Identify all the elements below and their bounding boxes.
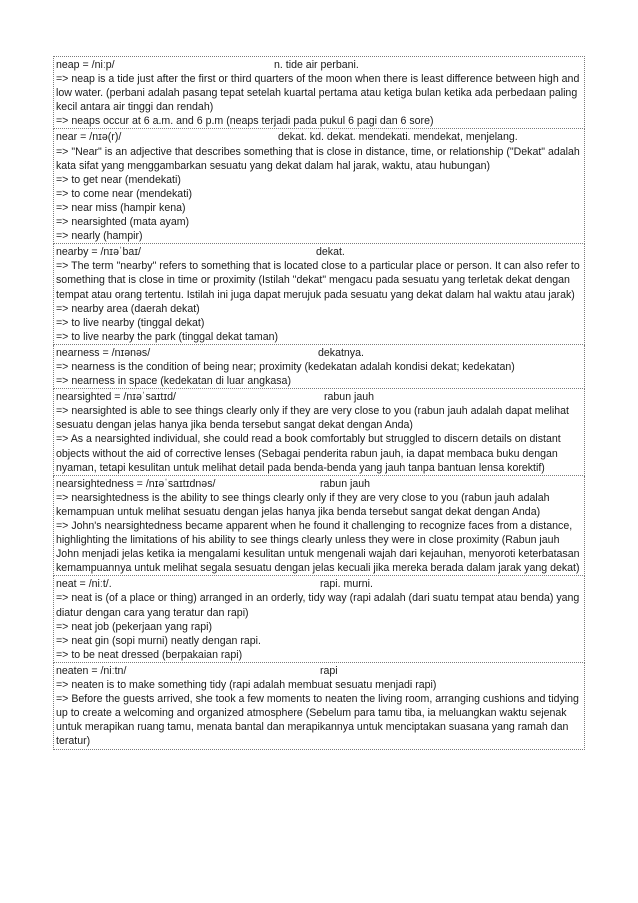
entry-header [56,664,583,678]
entry-header [56,577,583,591]
entry-term: neap = /niːp/ [56,59,115,71]
entry-line: => neat is (of a place or thing) arranged in an orderly, tidy way (rapi adalah (dari suatu tempat atau benda) yang diatur dengan cara yang teratur dan rapi) [56,592,580,619]
entry-line: => to live nearby the park (tinggal dekat taman) [56,330,279,343]
entry-nearness [53,345,585,389]
entry-line: => John's nearsightedness became apparent when he found it challenging to recognize faces from a distance, highlighting the limitations of his ability to see things clearly unless they were in close proximity (Rabun jauh John menjadi jelas ketika ia mengalami kesulitan untuk mengenali wajah dari kejauhan, menyoroti keterbatasan kemampuannya untuk melihat segala sesuatu dengan jelas kecuali jika mereka berada dalam jarak yang dekat) [56,520,580,575]
entry-near [53,129,585,244]
entry-gloss: dekat. kd. dekat. mendekati. mendekat, menjelang. [278,131,518,144]
entry-gloss: rabun jauh [324,391,375,404]
dictionary-page [53,56,585,750]
entry-line: => neaps occur at 6 a.m. and 6 p.m (neaps terjadi pada pukul 6 pagi dan 6 sore) [56,115,434,128]
entry-line: => nearly (hampir) [56,230,143,243]
entry-line: => neat gin (sopi murni) neatly dengan rapi. [56,634,261,647]
entry-header [56,245,583,259]
entry-line: => nearness is the condition of being near; proximity (kedekatan adalah kondisi dekat; kedekatan) [56,360,515,373]
entry-gloss: rapi. murni. [320,578,373,591]
entry-line: => nearby area (daerah dekat) [56,302,200,315]
entry-line: => near miss (hampir kena) [56,201,186,214]
entry-neat [53,576,585,663]
entry-header [56,390,583,404]
entry-line: => neaten is to make something tidy (rapi adalah membuat sesuatu menjadi rapi) [56,679,437,692]
entry-term: nearsighted = /nɪəˈsaɪtɪd/ [56,391,176,404]
entry-line: => The term "nearby" refers to something that is located close to a particular place or person. It can also refer to something that is close in time or proximity (Istilah "dekat" mengacu pada sesuatu yang terletak dekat dengan tempat atau orang tertentu. Istilah ini juga dapat merujuk pada sesuatu yang dekat dalam hal waktu atau jarak) [56,260,580,301]
entry-term: nearness = /nɪənəs/ [56,346,151,359]
entry-gloss: rabun jauh [320,477,371,490]
entry-line: => neap is a tide just after the first or third quarters of the moon when there is least difference between high and low water. (perbani adalah pasang tepat setelah kuartal pertama atau ketiga bulan ketika ada perbedaan paling kecil antara air tinggi dan rendah) [56,73,580,114]
entry-line: => Before the guests arrived, she took a few moments to neaten the living room, arranging cushions and tidying up to create a welcoming and organized atmosphere (Sebelum para tamu tiba, ia meluangkan waktu sejenak untuk merapikan ruang tamu, menata bantal dan merapikannya untuk menciptakan suasana yang ramah dan teratur) [56,693,579,748]
entry-neaten [53,663,585,750]
entry-neap [53,56,585,129]
entry-gloss: dekatnya. [318,346,364,359]
entry-header [56,477,583,491]
entry-term: neat = /niːt/. [56,578,112,591]
entry-line: => nearsightedness is the ability to see things clearly only if they are very close to you (rabun jauh adalah kemampuan untuk melihat sesuatu dengan jelas hanya jika benda tersebut sangat dekat dengan Anda) [56,491,550,518]
entry-gloss: dekat. [316,246,345,259]
entry-line: => nearness in space (kedekatan di luar angkasa) [56,375,291,388]
entry-header [56,58,583,72]
entry-line: => to live nearby (tinggal dekat) [56,316,205,329]
entry-line: => "Near" is an adjective that describes something that is close in distance, time, or relationship ("Dekat" adalah kata sifat yang menggambarkan sesuatu yang dekat dalam hal jarak, waktu, atau hubungan) [56,145,580,172]
entry-term: near = /nɪə(r)/ [56,131,122,144]
entry-term: nearby = /nɪəˈbaɪ/ [56,246,141,259]
entry-nearsightedness [53,476,585,577]
entry-line: => to be neat dressed (berpakaian rapi) [56,648,243,661]
entry-line: => to come near (mendekati) [56,187,193,200]
entry-term: neaten = /niːtn/ [56,664,127,677]
entry-line: => As a nearsighted individual, she could read a book comfortably but struggled to discern details on distant objects without the aid of corrective lenses (Sebagai penderita rabun jauh, ia dapat membaca buku dengan nyaman, tetapi kesulitan untuk melihat detail pada benda-benda yang jauh tanpa bantuan lensa korektif) [56,433,561,474]
entry-header [56,346,583,360]
entry-header [56,130,583,144]
entry-nearby [53,244,585,345]
entry-nearsighted [53,389,585,476]
entry-term: nearsightedness = /nɪəˈsaɪtɪdnəs/ [56,477,216,490]
entry-line: => to get near (mendekati) [56,173,181,186]
entry-line: => nearsighted is able to see things clearly only if they are very close to you (rabun jauh adalah dapat melihat sesuatu dengan jelas hanya jika benda tersebut sangat dekat dengan Anda) [56,405,569,432]
entry-gloss: n. tide air perbani. [274,59,359,71]
entry-gloss: rapi [320,664,338,677]
entry-line: => neat job (pekerjaan yang rapi) [56,620,213,633]
entry-line: => nearsighted (mata ayam) [56,216,190,229]
